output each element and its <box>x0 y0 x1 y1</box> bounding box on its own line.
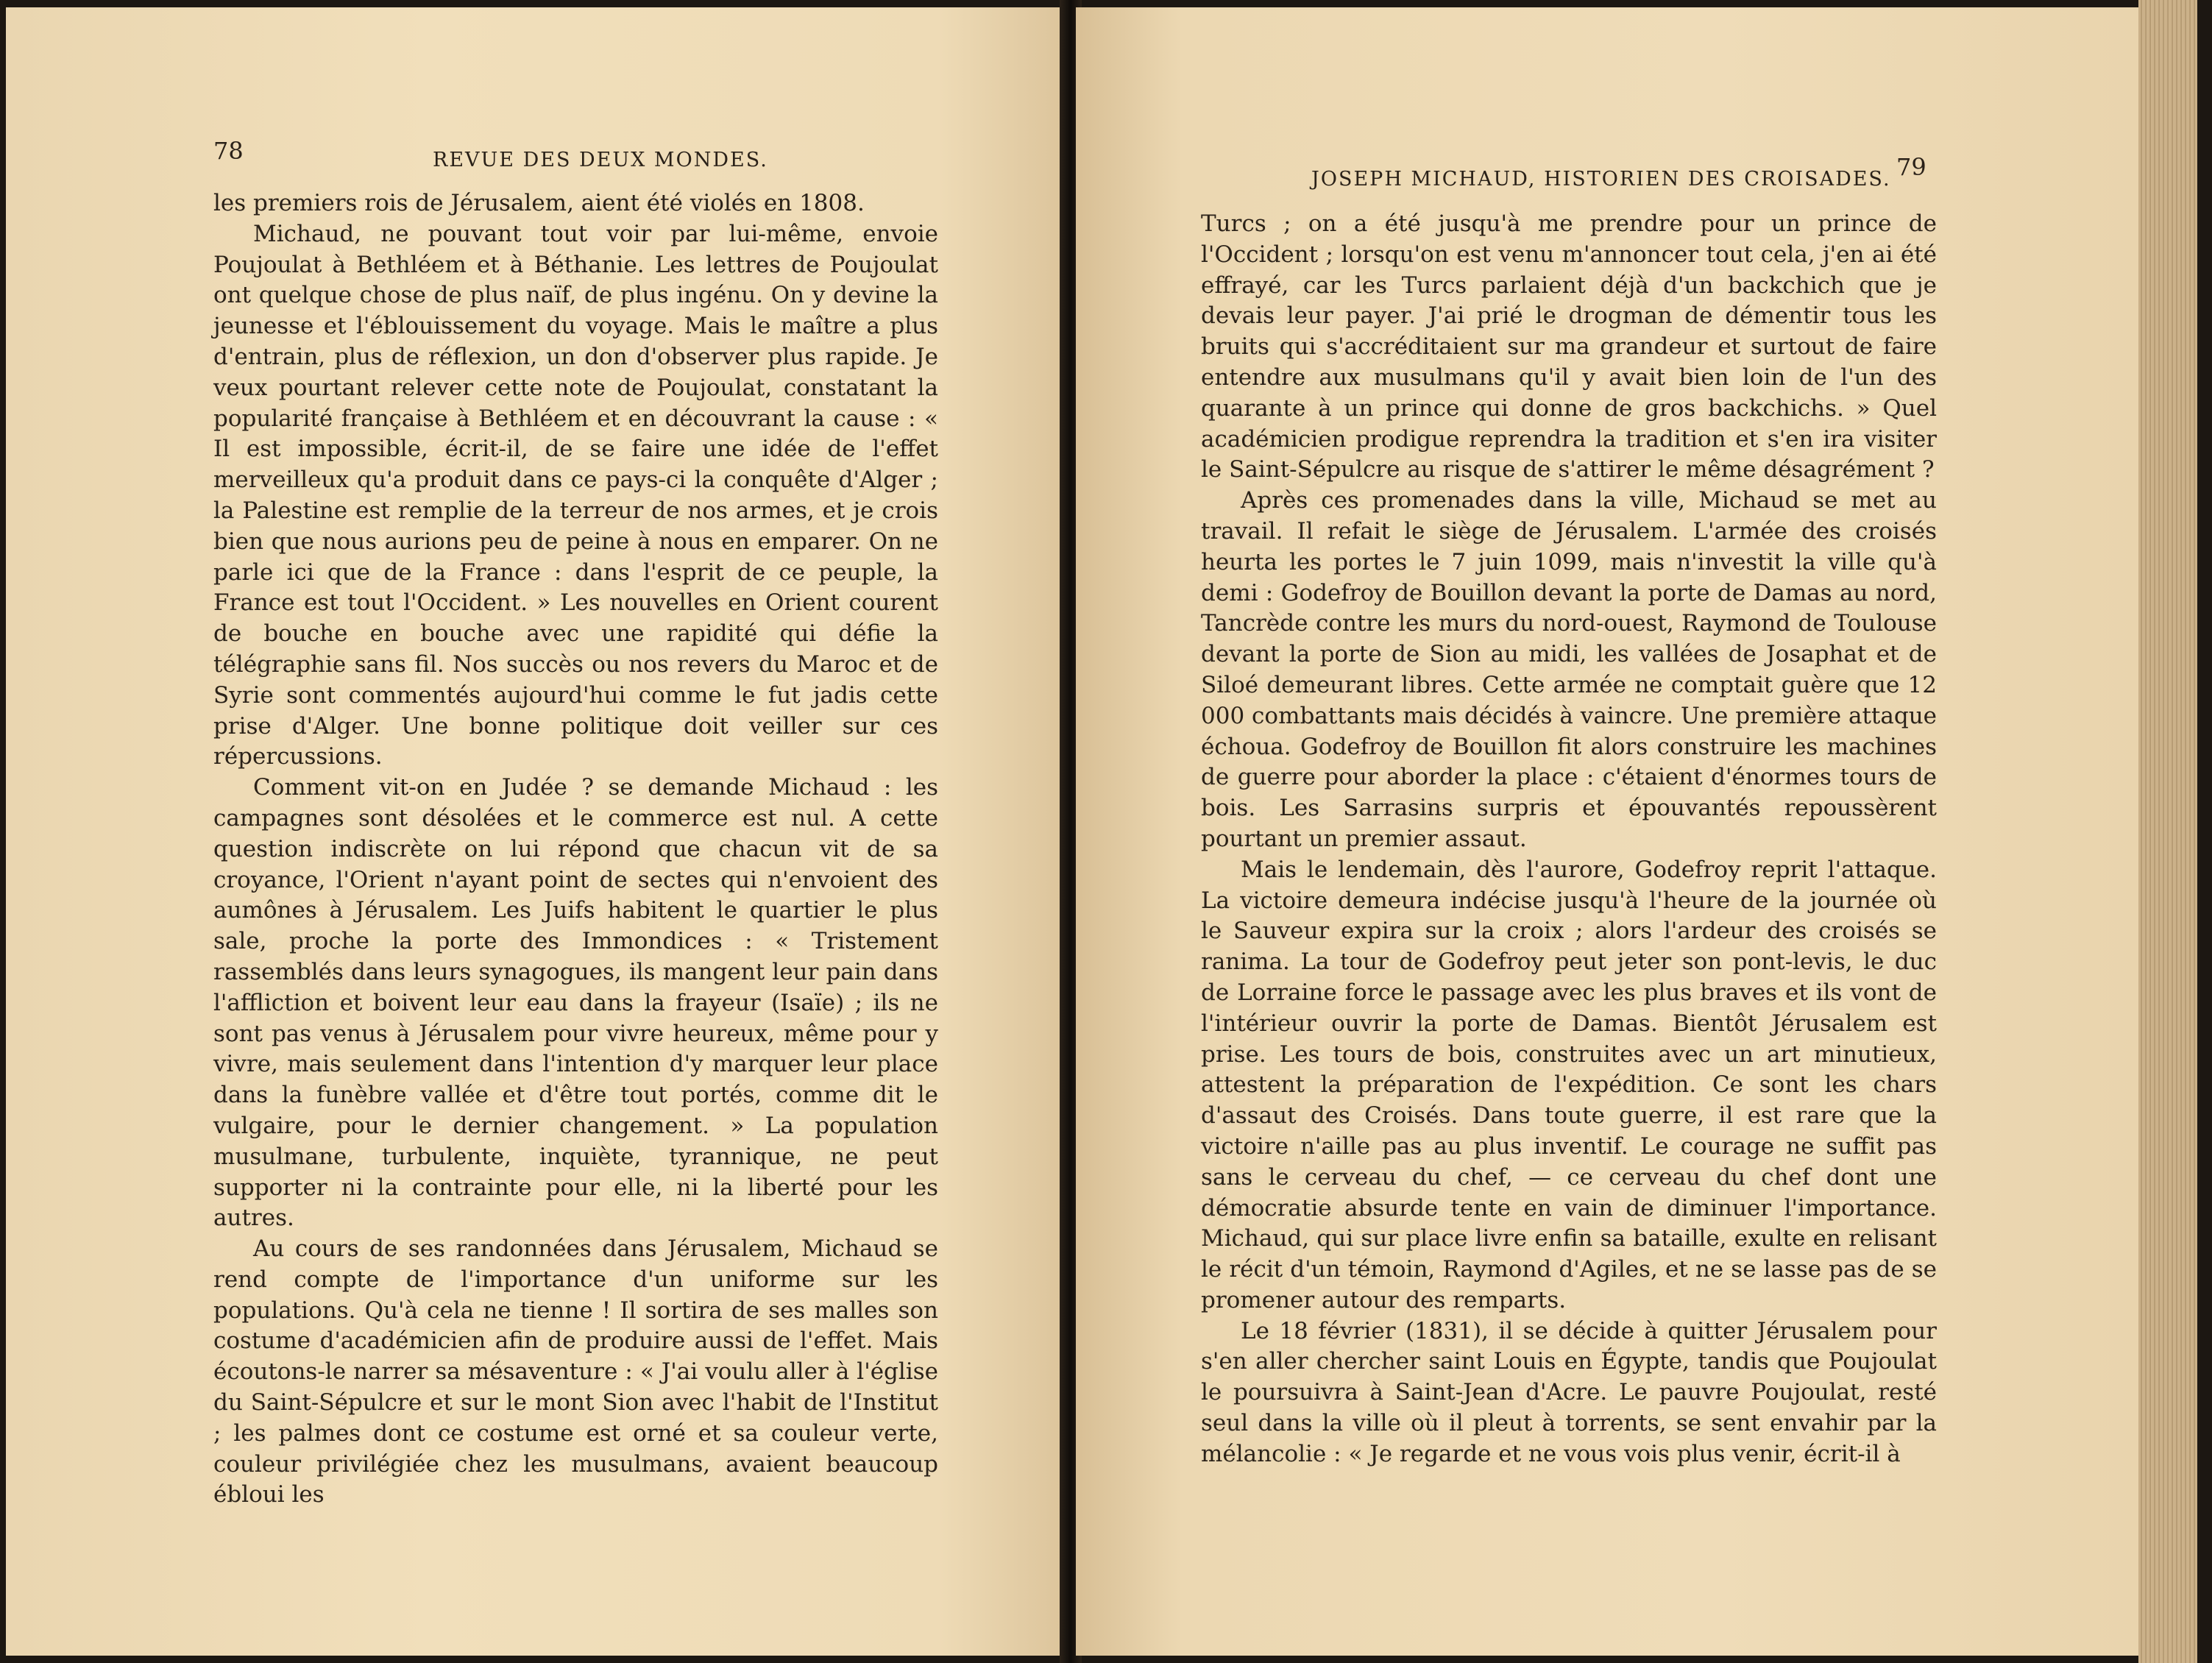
paragraph: les premiers rois de Jérusalem, aient été violés en 1808. <box>213 190 865 216</box>
left-page <box>6 7 1066 1656</box>
right-page <box>1076 7 2138 1656</box>
paragraph: Turcs ; on a été jusqu'à me prendre pour un prince de l'Occident ; lorsqu'on est venu m'annoncer tout cela, j'en ai été effrayé, car les Turcs parlaient déjà d'un backchich que je devais leur payer. J'ai prié le drogman de démentir tous les bruits qui s'accréditaient sur ma grandeur et surtout de faire entendre aux musulmans qu'il y avait bien loin de l'un des quarante à un prince qui donne de gros backchichs. » Quel académicien prodigue reprendra la tradition et s'en ira visiter le Saint-Sépulcre au risque de s'attirer le même désagrément ? <box>1201 210 1937 483</box>
paragraph: Mais le lendemain, dès l'aurore, Godefroy reprit l'attaque. La victoire demeura indécise jusqu'à l'heure de la journée où le Sauveur expira sur la croix ; alors l'ardeur des croisés se ranima. La tour de Godefroy peut jeter son pont-levis, le duc de Lorraine force le passage avec les plus braves et ils vont de l'intérieur ouvrir la porte de Damas. Bientôt Jérusalem est prise. Les tours de bois, construites avec un art minutieux, attestent la préparation de l'expédition. Ce sont les chars d'assaut des Croisés. Dans toute guerre, il est rare que la victoire n'aille pas au plus inventif. Le courage ne suffit pas sans le cerveau du chef, — ce cerveau du chef dont une démocratie absurde tente en vain de diminuer l'importance. Michaud, qui sur place livre enfin sa bataille, exulte en relisant le récit d'un témoin, Raymond d'Agiles, et ne se lasse pas de se promener autour des remparts. <box>1201 856 1937 1313</box>
paragraph: Au cours de ses randonnées dans Jérusalem, Michaud se rend compte de l'importance d'un uniforme sur les populations. Qu'à cela ne tienne ! Il sortira de ses malles son costume d'académicien afin de produire aussi de l'effet. Mais écoutons-le narrer sa mésaventure : « J'ai voulu aller à l'église du Saint-Sépulcre et sur le mont Sion avec l'habit de l'Institut ; les palmes dont ce costume est orné et sa couleur verte, couleur privilégiée chez les musulmans, avaient beaucoup ébloui les <box>213 1235 938 1508</box>
running-head-right: JOSEPH MICHAUD, HISTORIEN DES CROISADES. <box>1311 168 1891 191</box>
left-body-text <box>213 188 938 1511</box>
paragraph: Après ces promenades dans la ville, Michaud se met au travail. Il refait le siège de Jérusalem. L'armée des croisés heurta les portes le 7 juin 1099, mais n'investit la ville qu'à demi : Godefroy de Bouillon devant la porte de Damas au nord, Tancrède contre les murs du nord-ouest, Raymond de Toulouse devant la porte de Sion au midi, les vallées de Josaphat et de Siloé demeurant libres. Cette armée ne comptait guère que 12 000 combattants mais décidés à vaincre. Une première attaque échoua. Godefroy de Bouillon fit alors construire les machines de guerre pour aborder la place : c'étaient d'énormes tours de bois. Les Sarrasins surpris et épouvantés repoussèrent pourtant un premier assaut. <box>1201 487 1937 852</box>
page-number-left: 78 <box>213 137 244 165</box>
right-body-text <box>1201 209 1937 1470</box>
paragraph: Le 18 février (1831), il se décide à quitter Jérusalem pour s'en aller chercher saint Louis en Égypte, tandis que Poujoulat le poursuivra à Saint-Jean d'Acre. Le pauvre Poujoulat, resté seul dans la ville où il pleut à torrents, se sent envahir par la mélancolie : « Je regarde et ne vous vois plus venir, écrit-il à <box>1201 1317 1937 1467</box>
paragraph: Comment vit-on en Judée ? se demande Michaud : les campagnes sont désolées et le commerce est nul. A cette question indiscrète on lui répond que chacun vit de sa croyance, l'Orient n'ayant point de sectes qui n'envoient des aumônes à Jérusalem. Les Juifs habitent le quartier le plus sale, proche la porte des Immondices : « Tristement rassemblés dans leurs synagogues, ils mangent leur pain dans l'affliction et boivent leur eau dans la frayeur (Isaïe) ; ils ne sont pas venus à Jérusalem pour vivre heureux, même pour y vivre, mais seulement dans l'intention d'y marquer leur place dans la funèbre vallée et d'être tout portés, comme dit le vulgaire, pour le dernier changement. » La population musulmane, turbulente, inquiète, tyrannique, ne peut supporter ni la contrainte pour elle, ni la liberté pour les autres. <box>213 774 938 1232</box>
page-number-right: 79 <box>1896 153 1926 181</box>
paragraph: Michaud, ne pouvant tout voir par lui-même, envoie Poujoulat à Bethléem et à Béthanie. Les lettres de Poujoulat ont quelque chose de plus naïf, de plus ingénu. On y devine la jeunesse et l'éblouissement du voyage. Mais le maître a plus d'entrain, plus de réflexion, un don d'observer plus rapide. Je veux pourtant relever cette note de Poujoulat, constatant la popularité française à Bethléem et en découvrant la cause : « Il est impossible, écrit-il, de se faire une idée de l'effet merveilleux qu'a produit dans ce pays-ci la conquête d'Alger ; la Palestine est remplie de la terreur de nos armes, et je crois bien que nous aurions peu de peine à nous en emparer. On ne parle ici que de la France : dans l'esprit de ce peuple, la France est tout l'Occident. » Les nouvelles en Orient courent de bouche en bouche avec une rapidité qui défie la télégraphie sans fil. Nos succès ou nos revers du Maroc et de Syrie sont commentés aujourd'hui comme le fut jadis cette prise d'Alger. Une bonne politique doit veiller sur ces répercussions. <box>213 220 938 770</box>
book-cover-edge <box>2197 0 2212 1663</box>
running-head-left: REVUE DES DEUX MONDES. <box>433 149 768 171</box>
